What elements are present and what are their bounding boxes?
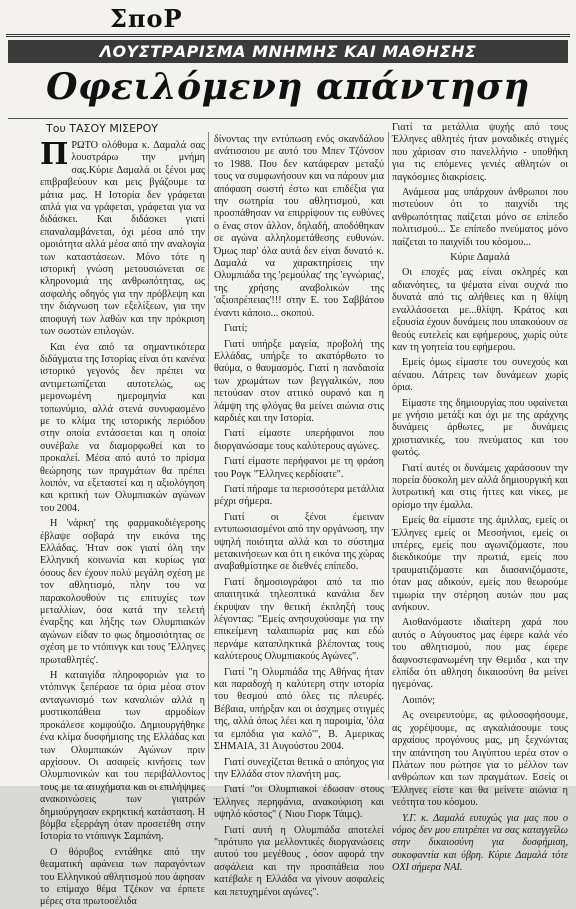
- paragraph: Εμείς όμως είμαστε του συνεχούς και αέναου. Λάτρεις των δυνάμεων χωρίς όρια.: [392, 357, 568, 394]
- postscript: Υ.Γ. κ. Δαμαλά ευτυχώς για μας που ο νόμος δεν μου επιτρέπει να σας καταγγείλω στην δικαιοσύνη για δυσφήμιση, συκοφαντία και ύβρη. Κύριε Δαμαλά τότε ΟΧΙ σήμερα ΝΑΙ.: [392, 812, 568, 874]
- paragraph: Η καταιγίδα πληροφοριών για το ντόπινγκ ξεπέρασε τα όρια μέσα στον ανταγωνισμό των καναλιών αλλά η μυστικοπάθεια των αρμοδίων προκάλεσε κομφούζιο. Δημιουργήθηκε ένα κλίμα δυσφήμισης της Ελλάδας και των Ολυμπιακών Αγώνων πριν αρχίσουν. Οι ασαφείς κινήσεις των Ολυμπιονικών και του περιβάλλοντος τους με τα ατυχήματα και οι επιλήψιμες ανακοινώσεις των γιατρών δημιούργησαν εκρηκτική κατάσταση. Η βόμβα εξερράγη όταν προσετέθη στην Ιστορία το ντόπινγκ Σαμπάνη.: [40, 670, 205, 843]
- paragraph: Γιατί συνεχίζεται θετικά ο απόηχος για την Ελλάδα στον πλανήτη μας.: [214, 756, 384, 780]
- column-divider: [208, 132, 209, 780]
- article-column-1: [40, 137, 205, 908]
- paragraph: Αισθανόμαστε ιδιαίτερη χαρά που αυτός ο Αύγουστος μας έφερε καλά νέο του αθλητισμού, που μας έφερε δαφνοστεφανωμένη την Θεμιδα , και την ελπίδα ότι αθληση δικαιοσύνη θα μείνει ηγεμόνας.: [392, 617, 568, 691]
- article-column-3: [392, 122, 568, 874]
- paragraph: Γιατί τα μετάλλια ψυχής από τους Έλληνες αθλητές ήταν μοναδικές στιγμές που χάρισαν στο πανελλήνιο - υποθήκη για τις επόμενες γενιές αθλητών οι παγκόσμιες διακρίσεις.: [392, 122, 568, 183]
- paragraph: Εμείς θα είμαστε της άμιλλας, εμείς οι Έλληνες εμείς οι Μεσσήνιοι, εμείς οι ιπτέρες, εμείς που αγωνιζόμαστε, που διεκδικούμε την πρωτιά, εμείς που τραυματιζόμαστε και διασανιζόμαστε, όταν μας αδικούν, εμείς που θεωρούμε τιμωρία την στέρηση αυτών που μας ανήκουν.: [392, 515, 568, 614]
- paragraph: Οι εποχές μας είναι σκληρές και αδιανόητες, τα ψέματα είναι συχνά πιο δυνατά από τις αλήθειες και η θλίψη εναλλάσσεται με...θλίψη. Κράτος και εξουσία έχουν δυνάμεις που υπακούουν σε θεούς ευτελείς και εφήμερους, χωρίς ούτε καν τη γοητεία του εφήμερου.: [392, 267, 568, 353]
- paragraph: Γιατί πήραμε τα περισσότερα μετάλλια μέχρι σήμερα.: [214, 483, 384, 508]
- paragraph: Γιατί είμαστε περήφανοι με τη φράση του Ρογκ "Έλληνες κερδίσατε".: [214, 456, 384, 480]
- paragraph: Ο θόρυβος εντάθηκε από την θεαματική αφάνεια των παραγόντων του Ελληνικού αθλητισμού που άφησαν το επίμαχο θέμα Τζέκον να έρπετε μέρες στα πρωτοσέλιδα: [40, 846, 205, 908]
- paragraph: [40, 137, 205, 339]
- drop-cap: Π: [40, 137, 69, 172]
- kicker-banner: ΛΟΥΣΤΡΑΡΙΣΜΑ ΜΝΗΜΗΣ ΚΑΙ ΜΑΘΗΣΗΣ: [8, 40, 568, 63]
- paragraph: Γιατί αυτές οι δυνάμεις χαράσσουν την πορεία δύσκολη μεν αλλά δημιουργική και λυτρωτική και στις ήττες και νίκες, με ορίσμο την έμαλλα.: [392, 462, 568, 511]
- paragraph: Ανάμεσα μας υπάρχουν άνθρωποι που πιστεύουν ότι το παιχνίδι της ανθρωπότητας παίζεται μόνο σε επίπεδο πολιτισμού... Σε επίπεδο πνεύματος μόνο παίζεται το παιχνίδι του κόσμου...: [392, 187, 568, 248]
- paragraph: Και ένα από τα σημαντικότερα διδάγματα της Ιστορίας είναι ότι κανένα ιστορικό γεγονός δεν πρέπει να αντιμετωπίζεται αυτοτελώς, ως μεμονωμένη ημερομηνία και τοπωνύμιο, αλλά στενά συνυφασμένο με το κλίμα της ιστορικής περιόδου στην οποία εντάσσεται και η οποία συνέβαλε να διαμορφωθεί και το προκαλεί. Μέσα από αυτό το πρίσμα θεώρησης των πραγμάτων θα πρέπει λοιπόν, να εξεταστεί και η αξιολόγηση και κριτική των Ολυμπιακών αγώνων του 2004.: [40, 341, 205, 514]
- paragraph: Γιατί είμαστε υπερήφανοι που διοργανώσαμε τους καλύτερους αγώνες.: [214, 428, 384, 452]
- paragraph: Είμαστε της δημιουργίας που υφαίνεται με γνήσιο μετάξι και όχι με της αράχνης δυνάμεις άρθωτες, με δυνάμεις χριστιανικές, του πνεύματος και του φωτός.: [392, 397, 568, 459]
- paragraph: δίνοντας την εντύπωση ενός σκανδάλου ανάτισσιου με αυτό του Μπεν Τζόνσον το 1988. Που δεν κατάφεραν μεταξύ τους να συμφωνήσουν και να πάρουν μια απόφαση σωστή έστω και επιδέξια για την σωτηρία του αθλητισμού, και προσπάθησαν να επιρρίψουν τις ευθύνες ο ένας στον άλλον, δηλαδή, αποδόθηκαν σε αγώνα αλληλομετάθεσης ευθυνών. Όμως παρ' όλα αυτά δεν είναι δυνατό κ. Δαμαλά να χαρακτηρίσεις την Ολυμπιάδα της 'ρεμούλας' της 'εγνώριας', της χρήσης αναβολικών της 'αξιοπρέπειας'!!! στην Ε. του Σαββάτου έναντι κάποιο... σκοπού.: [214, 134, 384, 319]
- paragraph-text: ΡΩΤΟ ολόθυμα κ. Δαμαλά σας λουστράρω την μνήμη σας.Κύριε Δαμαλά οι ξένοι μας επιβραβεύουν και μεις βγάζουμε τα μάτια μας. Η Ιστορία δεν γράφεται απλά για να γράφεται, γράφεται για να διδάσκει. Και διδάσκει γιατί επαναλαμβάνεται, όχι μέσα από την ομοιότητα αλλά μέσα από την αναλογία των καταστάσεων. Μόνο τότε η ιστορική γνώση μετουσιώνεται σε κληρονομιά της ανθρωπότητας, ως ασφαλής οδηγός για την πρόβλεψη και την διάγνωση των εξελίξεων, για την αποφυγή των λαθών και την πρόκριση των σωστών επιλογών.: [40, 140, 205, 338]
- salutation: Κύριε Δαμαλά: [450, 252, 510, 264]
- paragraph: Ας ονειρευτούμε, ας φιλοσοφήσουμε, ας χορέψουμε, ας αγκαλιάσουμε τους αρχαίους προγόνους μας, μη ξεχνώντας την απάντηση του Αιγύπτου ιερέα στον ο Πλάτων που ρώτησε για το μέλλον των ανθρώπων και των πραγμάτων. Εσείς οι Έλληνες είστε και θα μείνετε αιώνια η νεότητα του κόσμου.: [392, 710, 568, 809]
- paragraph: Γιατί;: [224, 323, 248, 335]
- paragraph: Γιατί δημοσιογράφοι από τα πιο απαιτητικά τηλεοπτικά κανάλια δεν έκρυψαν την θετική έκπληξή τους λέγοντας: "Εμείς ανησυχούσαμε για την επικείμενη ταλαιπωρία μας και εδώ περνάμε καταπληκτικά βλέποντας τους καλύτερους Ολυμπιακούς Αγώνες".: [214, 576, 384, 663]
- headline: Οφειλόμενη απάντηση: [46, 66, 530, 108]
- paragraph: Γιατί οι ξένοι έμειναν εντυπωσιασμένοι από την οργάνωση, την υψηλή ποιότητα αλλά και το σύστημα μετακινήσεων και ότι η εικόνα της χώρας αναβαθμίστηκε σε διεθνές επίπεδο.: [214, 511, 384, 573]
- paragraph: Γιατί αυτή η Ολυμπιάδα αποτελεί "πρότυπο για μελλοντικές διοργανώσεις αυτού του μεγέθους , όσον αφορά την ασφάλεια και την προσπάθεια που κατέβαλε η Ελλάδα να γίνουν ασφαλείς και πετυχημένοι αγώνες".: [214, 824, 384, 898]
- masthead: [6, 4, 570, 37]
- paragraph: Γιατί υπήρξε μαγεία, προβολή της Ελλάδας, υπήρξε το ακατόρθωτο το θαύμα, ο θαυμασμός. Γιατί η πανδαισία των χρωμάτων των βεγγαλικών, που πετούσαν στον αττικό ουρανό και η λάμψη της φλόγας θα μείνει αιώνια στις καρδιές και την Ιστορία.: [214, 338, 384, 424]
- paragraph: Γιατί "η Ολυμπιάδα της Αθήνας ήταν και παραδοχή η καλύτερη στην ιστορία του θεσμού από όλες τις πλευρές. Βέβαια, υπήρξαν και οι άσχημες στιγμές της, αλλά όπως λέει και η παροιμία, 'όλα τα εμπόδια για καλό'", Β. Αμερικας ΣΗΜΑΙΑ, 31 Αυγούστου 2004.: [214, 666, 384, 753]
- paragraph: Η 'νάρκη' της φαρμακοδιέγερσης έβλαψε σοβαρά την εικόνα της Ελλάδας. Ήταν σοκ γιατί όλη την Ελληνική κοινωνία και κυρίως για όσους δεν έχουν πολύ μεγάλη σχέση με τον αθλητισμό, πλην του να παρακολουθούν τις επιτυχίες των μεταλλίων, όσα κατά την τελετή έναρξης και λήξης των Ολυμπιακών αγώνων είδαν το φως δημοσιότητας σε σχέση με το ντόπινγκ και τους 'Έλληνες πρωταθλητές'.: [40, 518, 205, 666]
- paragraph: Λοιπόν;: [402, 694, 435, 706]
- headline-rule: [8, 118, 568, 119]
- paragraph: Γιατί "οι Ολυμπιακοί έδωσαν στους Έλληνες περηφάνια, ανακούφιση και υψηλό κόστος" ( Νιου Γιορκ Τάιμς).: [214, 784, 384, 821]
- section-title: ΣποΡ: [110, 4, 183, 33]
- article-column-2: [214, 134, 384, 898]
- column-divider: [388, 132, 389, 780]
- byline: Του ΤΑΣΟΥ ΜΙΣΕΡΟΥ: [46, 122, 159, 135]
